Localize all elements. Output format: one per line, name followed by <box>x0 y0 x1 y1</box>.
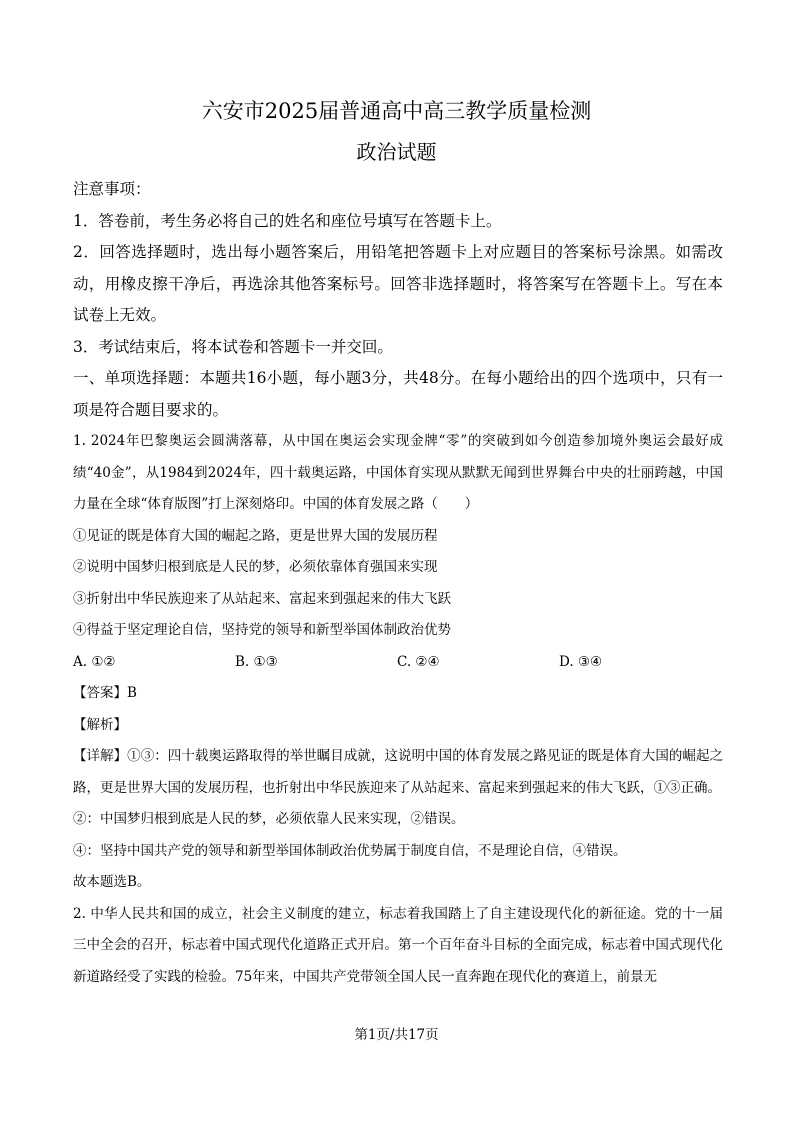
question-1-statement-2: ②说明中国梦归根到底是人民的梦，必须依靠体育强国来实现 <box>73 559 438 575</box>
question-2-stem: 2. 中华人民共和国的成立，社会主义制度的建立，标志着我国踏上了自主建设现代化的新征途。党的十一届三中全会的召开，标志着中国式现代化道路正式开启。第一个百年奋斗目标的全面完成，标志着中国式现代化新道路经受了实践的检验。75年来，中国共产党带领全国人民一直奔跑在现代化的赛道上，前景无 <box>73 905 723 985</box>
notice-item-3: 3．考试结束后，将本试卷和答题卡一并交回。 <box>73 337 393 356</box>
exam-title: 六安市2025届普通高中高三教学质量检测 <box>201 99 592 123</box>
question-1-option-a: A. ①② <box>73 653 116 670</box>
question-1-statement-3: ③折射出中华民族迎来了从站起来、富起来到强起来的伟大飞跃 <box>73 590 451 607</box>
page-number: 第1页/共17页 <box>354 1027 439 1043</box>
question-1-analysis-label: 【解析】 <box>73 716 127 733</box>
section-instruction: 一、单项选择题：本题共16小题，每小题3分，共48分。在每小题给出的四个选项中，只有一项是符合题目要求的。 <box>73 369 723 419</box>
question-1-statement-1: ①见证的既是体育大国的崛起之路，更是世界大国的发展历程 <box>73 527 438 544</box>
notice-heading: 注意事项： <box>73 180 151 198</box>
question-1-analysis-detail: 【详解】①③：四十载奥运路取得的举世瞩目成就，这说明中国的体育发展之路见证的既是体育大国的崛起之路，更是世界大国的发展历程，也折射出中华民族迎来了从站起来、富起来到强起来的伟大飞跃，①③正确。 <box>73 748 723 796</box>
question-1-option-c: C. ②④ <box>397 653 440 670</box>
exam-body <box>73 174 723 993</box>
notice-item-2: 2．回答选择题时，选出每小题答案后，用铅笔把答题卡上对应题目的答案标号涂黑。如需改动，用橡皮擦干净后，再选涂其他答案标号。回答非选择题时，将答案写在答题卡上。写在本试卷上无效。 <box>73 243 723 324</box>
question-1-analysis-2: ②：中国梦归根到底是人民的梦，必须依靠人民来实现，②错误。 <box>73 811 465 827</box>
question-1-answer: 【答案】B <box>73 685 137 701</box>
exam-subject: 政治试题 <box>356 140 437 164</box>
question-1-options <box>73 647 723 679</box>
question-1-stem: 1. 2024年巴黎奥运会圆满落幕，从中国在奥运会实现金牌“零”的突破到如今创造参加境外奥运会最好成绩“40金”，从1984到2024年，四十载奥运路，中国体育实现从默默无闻到世界舞台中央的壮丽跨越，中国力量在全球“体育版图”打上深刻烙印。中国的体育发展之路（ ） <box>73 433 723 512</box>
question-1-option-d: D. ③④ <box>559 653 603 670</box>
question-1-option-b: B. ①③ <box>235 653 278 670</box>
question-1-analysis-4: ④：坚持中国共产党的领导和新型举国体制政治优势属于制度自信，不是理论自信，④错误。 <box>73 842 627 859</box>
question-1-conclusion: 故本题选B。 <box>73 874 151 890</box>
question-1-statement-4: ④得益于坚定理论自信，坚持党的领导和新型举国体制政治优势 <box>73 622 451 638</box>
notice-item-1: 1．答卷前，考生务必将自己的姓名和座位号填写在答题卡上。 <box>73 211 502 230</box>
